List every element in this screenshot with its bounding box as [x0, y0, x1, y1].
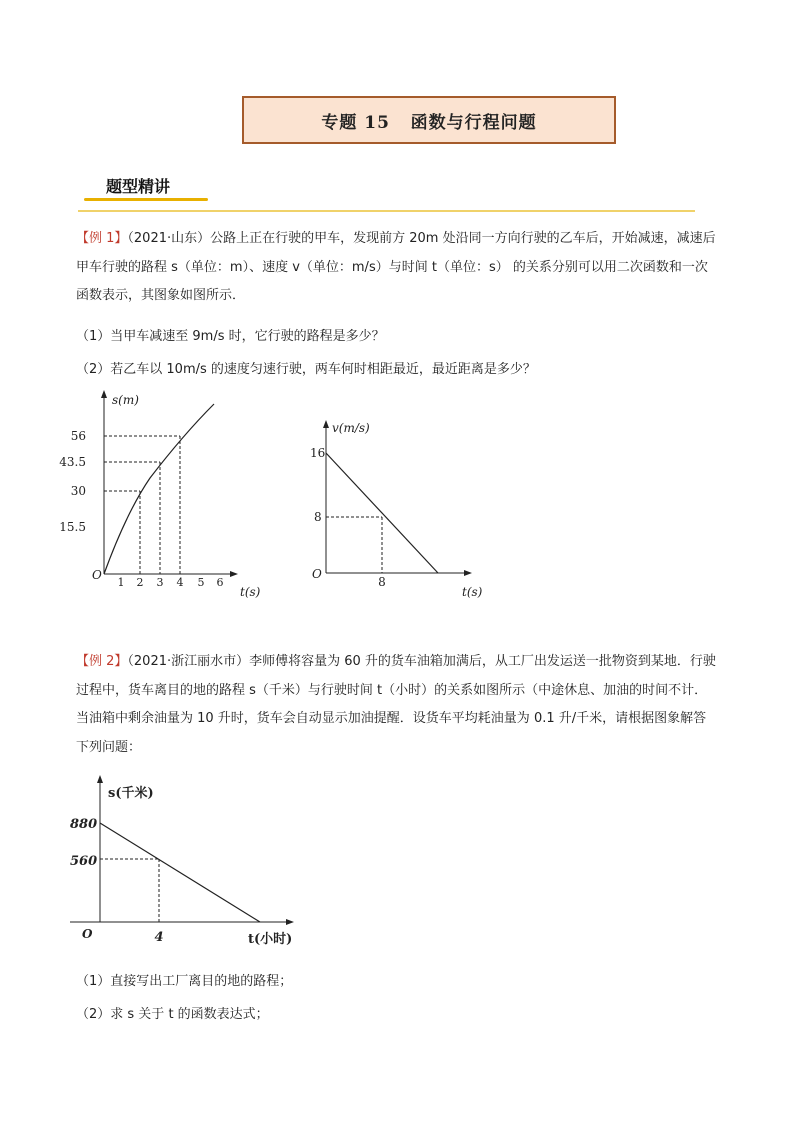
x-axis-label: t(小时) — [248, 932, 293, 947]
topic-title-box — [242, 96, 616, 144]
origin-label: O — [312, 567, 322, 581]
example1-text — [76, 225, 716, 311]
x-tick-4: 4 — [154, 930, 164, 945]
x-axis-arrow — [286, 919, 294, 925]
example1-question2: （2）若乙车以 10m/s 的速度匀速行驶，两车何时相距最近，最近距离是多少？ — [76, 362, 536, 377]
x-tick-4: 4 — [176, 576, 184, 589]
example1-tag: 【例 1】 — [76, 231, 128, 246]
y-tick-56: 56 — [70, 429, 86, 443]
s-curve — [104, 404, 214, 574]
y-tick-15-5: 15.5 — [59, 520, 86, 534]
example2-question2: （2）求 s 关于 t 的函数表达式； — [76, 1007, 269, 1022]
y-tick-880: 880 — [70, 817, 98, 832]
x-axis-label: t(s) — [462, 585, 483, 599]
y-tick-30: 30 — [70, 484, 86, 498]
x-tick-8: 8 — [378, 575, 386, 589]
y-axis-label: s(m) — [112, 393, 139, 407]
y-tick-8: 8 — [314, 510, 322, 524]
y-tick-560: 560 — [70, 854, 98, 869]
x-axis-arrow — [464, 570, 472, 576]
y-tick-43-5: 43.5 — [59, 455, 86, 469]
chart-s-t-km — [70, 775, 310, 955]
y-axis-arrow — [323, 420, 329, 428]
y-axis-label: v(m/s) — [332, 421, 370, 435]
x-tick-5: 5 — [197, 576, 205, 589]
y-axis-arrow — [101, 390, 107, 398]
example2-body: （2021·浙江丽水市）李师傅将容量为 60 升的货车油箱加满后，从工厂出发运送一批物资到某地．行驶过程中，货车离目的地的路程 s（千米）与行驶时间 t（小时）的关系如图所示（中途休息、加油的时间不计．当油箱中剩余油量为 10 升时，货车会自动显示加油提醒．设货车平均耗油量为 0.1 升/千米，请根据图象解答下列问题： — [76, 654, 716, 755]
x-tick-6: 6 — [216, 576, 224, 589]
section-divider — [78, 210, 695, 212]
y-tick-16: 16 — [310, 446, 326, 460]
x-tick-2: 2 — [136, 576, 144, 589]
example1-question1: （1）当甲车减速至 9m/s 时，它行驶的路程是多少？ — [76, 329, 385, 344]
example1-body: （2021·山东）公路上正在行驶的甲车，发现前方 20m 处沿同一方向行驶的乙车后，开始减速，减速后甲车行驶的路程 s（单位：m）、速度 v（单位：m/s）与时间 t（单位：s） 的关系分别可以用二次函数和一次函数表示，其图象如图所示． — [76, 231, 716, 303]
example2-question1: （1）直接写出工厂离目的地的路程； — [76, 974, 293, 989]
x-tick-3: 3 — [156, 576, 164, 589]
section-underline-accent — [84, 198, 208, 201]
origin-label: O — [92, 568, 102, 582]
y-axis-label: s(千米) — [108, 786, 154, 801]
x-axis-arrow — [230, 571, 238, 577]
section-title: 题型精讲 — [106, 177, 171, 196]
s-line — [100, 823, 260, 922]
origin-label: O — [82, 927, 93, 941]
topic-title: 专题 15 函数与行程问题 — [321, 112, 537, 133]
y-axis-arrow — [97, 775, 103, 783]
x-axis-label: t(s) — [240, 585, 261, 599]
example2-text — [76, 648, 716, 762]
example2-tag: 【例 2】 — [76, 654, 128, 669]
chart-v-t — [310, 420, 490, 610]
x-tick-1: 1 — [117, 576, 125, 589]
chart-s-t — [59, 390, 261, 610]
